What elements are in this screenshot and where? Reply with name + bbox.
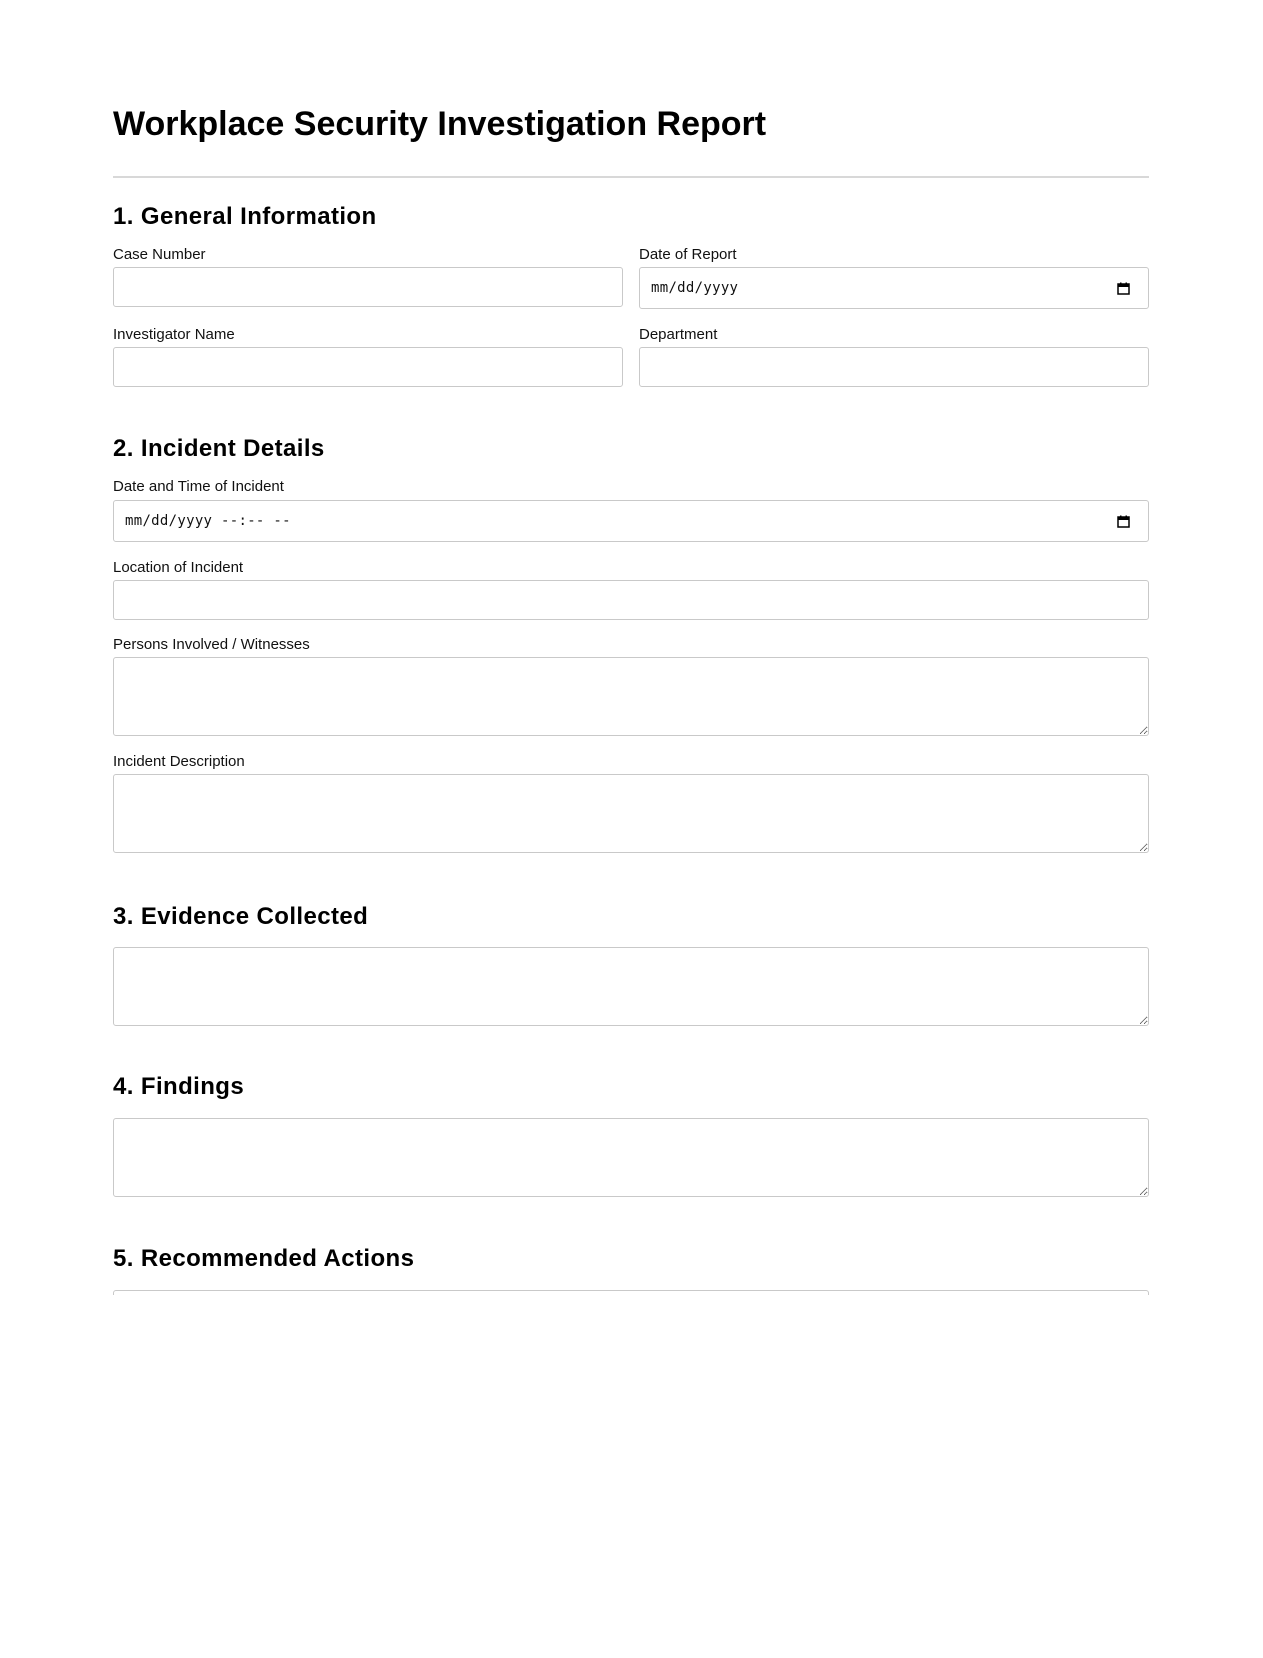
incident-location-label: Location of Incident: [113, 559, 244, 576]
section-heading-recommended-actions: 5. Recommended Actions: [113, 1245, 415, 1272]
page-title: Workplace Security Investigation Report: [113, 105, 767, 143]
calendar-icon[interactable]: [1117, 282, 1130, 295]
calendar-icon[interactable]: [1117, 515, 1130, 528]
section-heading-findings: 4. Findings: [113, 1073, 245, 1100]
persons-involved-textarea[interactable]: [113, 657, 1149, 736]
incident-datetime-label: Date and Time of Incident: [113, 478, 284, 495]
section-heading-evidence-collected: 3. Evidence Collected: [113, 903, 369, 930]
incident-datetime-input[interactable]: [113, 500, 1149, 542]
incident-datetime-placeholder: mm/dd/yyyy --:-- --: [125, 513, 291, 529]
findings-textarea[interactable]: [113, 1118, 1149, 1197]
section-heading-incident-details: 2. Incident Details: [113, 435, 325, 462]
incident-location-input[interactable]: [113, 580, 1149, 620]
recommended-actions-textarea[interactable]: [113, 1290, 1149, 1295]
department-input[interactable]: [639, 347, 1149, 387]
date-of-report-label: Date of Report: [639, 246, 737, 263]
department-label: Department: [639, 326, 718, 343]
investigator-name-label: Investigator Name: [113, 326, 235, 343]
incident-description-textarea[interactable]: [113, 774, 1149, 853]
report-form: [113, 0, 1149, 1295]
incident-description-label: Incident Description: [113, 753, 245, 770]
section-heading-general-information: 1. General Information: [113, 203, 377, 230]
persons-involved-label: Persons Involved / Witnesses: [113, 636, 310, 653]
case-number-input[interactable]: [113, 267, 623, 307]
case-number-label: Case Number: [113, 246, 206, 263]
evidence-collected-textarea[interactable]: [113, 947, 1149, 1026]
title-divider: [113, 176, 1149, 178]
date-of-report-input[interactable]: [639, 267, 1149, 309]
date-of-report-placeholder: mm/dd/yyyy: [651, 280, 739, 296]
investigator-name-input[interactable]: [113, 347, 623, 387]
